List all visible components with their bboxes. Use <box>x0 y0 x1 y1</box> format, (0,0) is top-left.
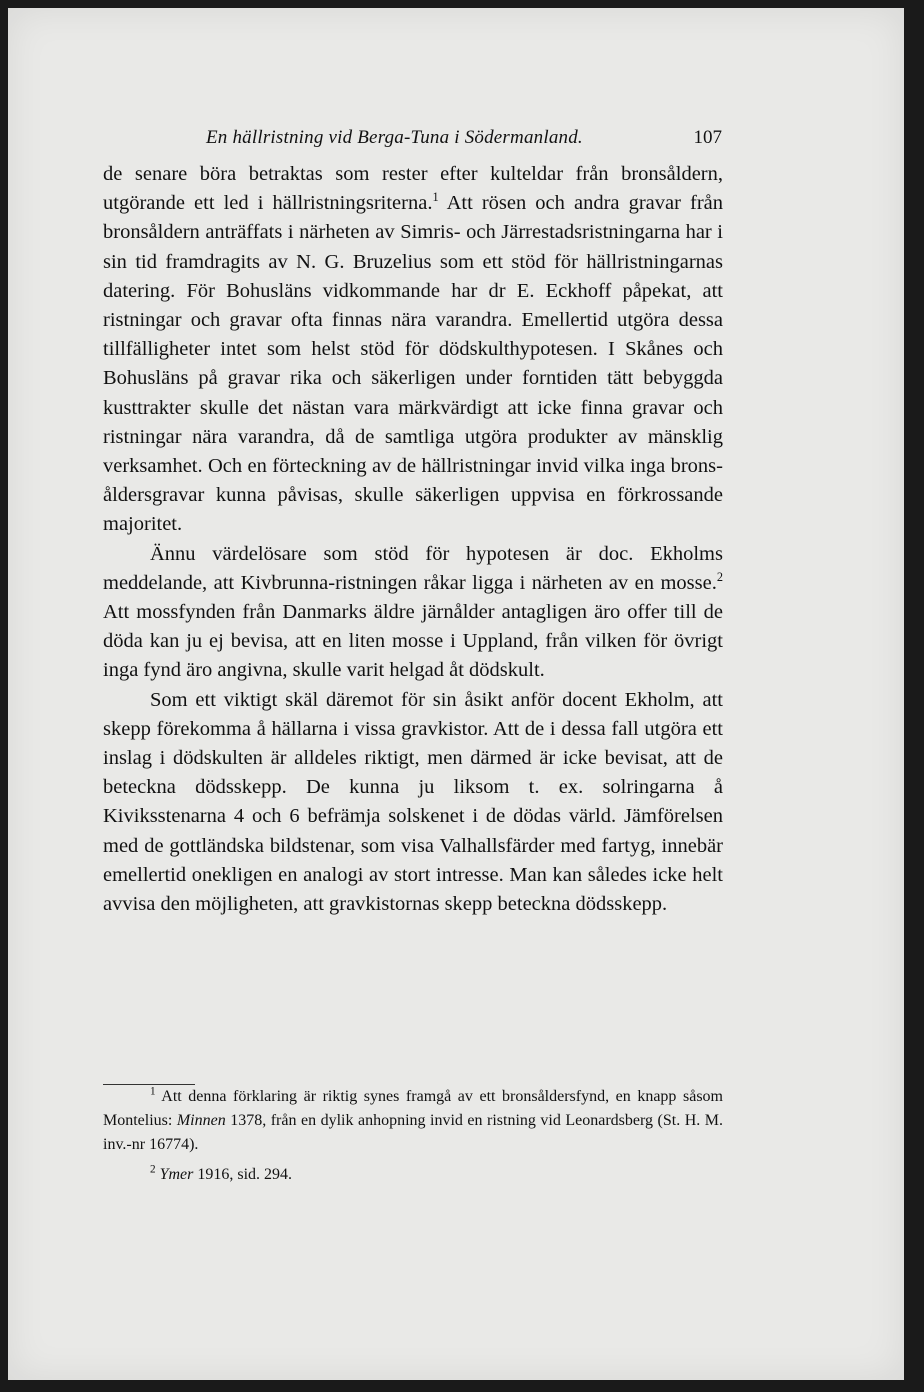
footnote-1-italic: Minnen <box>176 1112 226 1129</box>
footnote-2-mark: 2 <box>150 1163 156 1176</box>
footnote-1-text-b: 1378, från en dylik anhopning invid en ristning vid Leonardsberg (St. H. M. inv.-nr 16774). <box>103 1112 723 1153</box>
paragraph-2-text-b: Att mossfynden från Danmarks äldre järnålder antagligen äro offer till de döda kan ju ej bevisa, att en liten mosse i Uppland, från vilken för övrigt inga fynd äro angivna, skulle varit helgad åt dödskult. <box>103 601 723 682</box>
paragraph-1-text-b: Att rösen och andra gravar från bronsåldern anträffats i närheten av Simris- och Järrestadsristningarna har i sin tid framdragits av N. G. Bruzelius som ett stöd för hällristningarnas datering. För Bohusläns vidkommande har dr E. Eckhoff påpekat, att ristningar och gravar ofta finnas nära varandra. Emellertid utgöra dessa tillfälligheter intet som helst stöd för dödskulthypotesen. I Skånes och Bohusläns på gravar rika och säkerligen under forntiden tätt bebyggda kusttrakter skulle det nästan vara märkvärdigt att icke finna gravar och ristningar nära varandra, då de samtliga utgöra produkter av mänsklig verksamhet. Och en förteckning av de hällristningar invid vilka inga bronsåldersgravar kunna påvisas, skulle säkerligen uppvisa en förkrossande majoritet. <box>103 192 723 536</box>
paragraph-2 <box>103 540 723 686</box>
body-text <box>103 160 723 919</box>
footnote-1 <box>103 1085 723 1157</box>
book-page <box>8 8 904 1380</box>
paragraph-3: Som ett viktigt skäl däremot för sin åsikt anför docent Ekholm, att skepp förekomma å hällarna i vissa gravkistor. Att de i dessa fall utgöra ett inslag i dödskulten är alldeles riktigt, men därmed är icke bevisat, att de beteckna dödsskepp. De kunna ju liksom t. ex. solringarna å Kiviksstenarna 4 och 6 befrämja solskenet i de dödas värld. Jämförelsen med de gottländska bildstenar, som visa Valhallsfärder med fartyg, innebär emellertid onekligen en analogi av stort intresse. Man kan således icke helt avvisa den möjligheten, att gravkistornas skepp beteckna dödsskepp. <box>103 688 723 916</box>
page-header <box>206 127 722 149</box>
footnote-1-mark: 1 <box>150 1085 156 1098</box>
footnote-2-italic: Ymer <box>159 1166 194 1183</box>
paragraph-1 <box>103 160 723 540</box>
paragraph-1-text-a: de senare böra betraktas som rester efter kulteldar från bronsåldern, utgörande ett led i hällristningsriterna. <box>103 163 723 215</box>
footnote-ref-1: 1 <box>432 190 439 205</box>
page-number: 107 <box>693 127 722 148</box>
footnotes <box>103 1085 723 1187</box>
footnote-1-text-a: Att denna förklaring är riktig synes framgå av ett bronsåldersfynd, en knapp såsom Montelius: <box>103 1088 723 1129</box>
paragraph-2-text-a: Ännu värdelösare som stöd för hypotesen är doc. Ekholms meddelande, att Kivbrunna-ristningen råkar ligga i närheten av en mosse. <box>103 542 723 594</box>
running-title: En hällristning vid Berga-Tuna i Södermanland. <box>206 127 583 148</box>
footnote-2-text-b: 1916, sid. 294. <box>193 1166 293 1183</box>
footnote-2 <box>103 1163 723 1187</box>
footnote-ref-2: 2 <box>716 570 723 585</box>
